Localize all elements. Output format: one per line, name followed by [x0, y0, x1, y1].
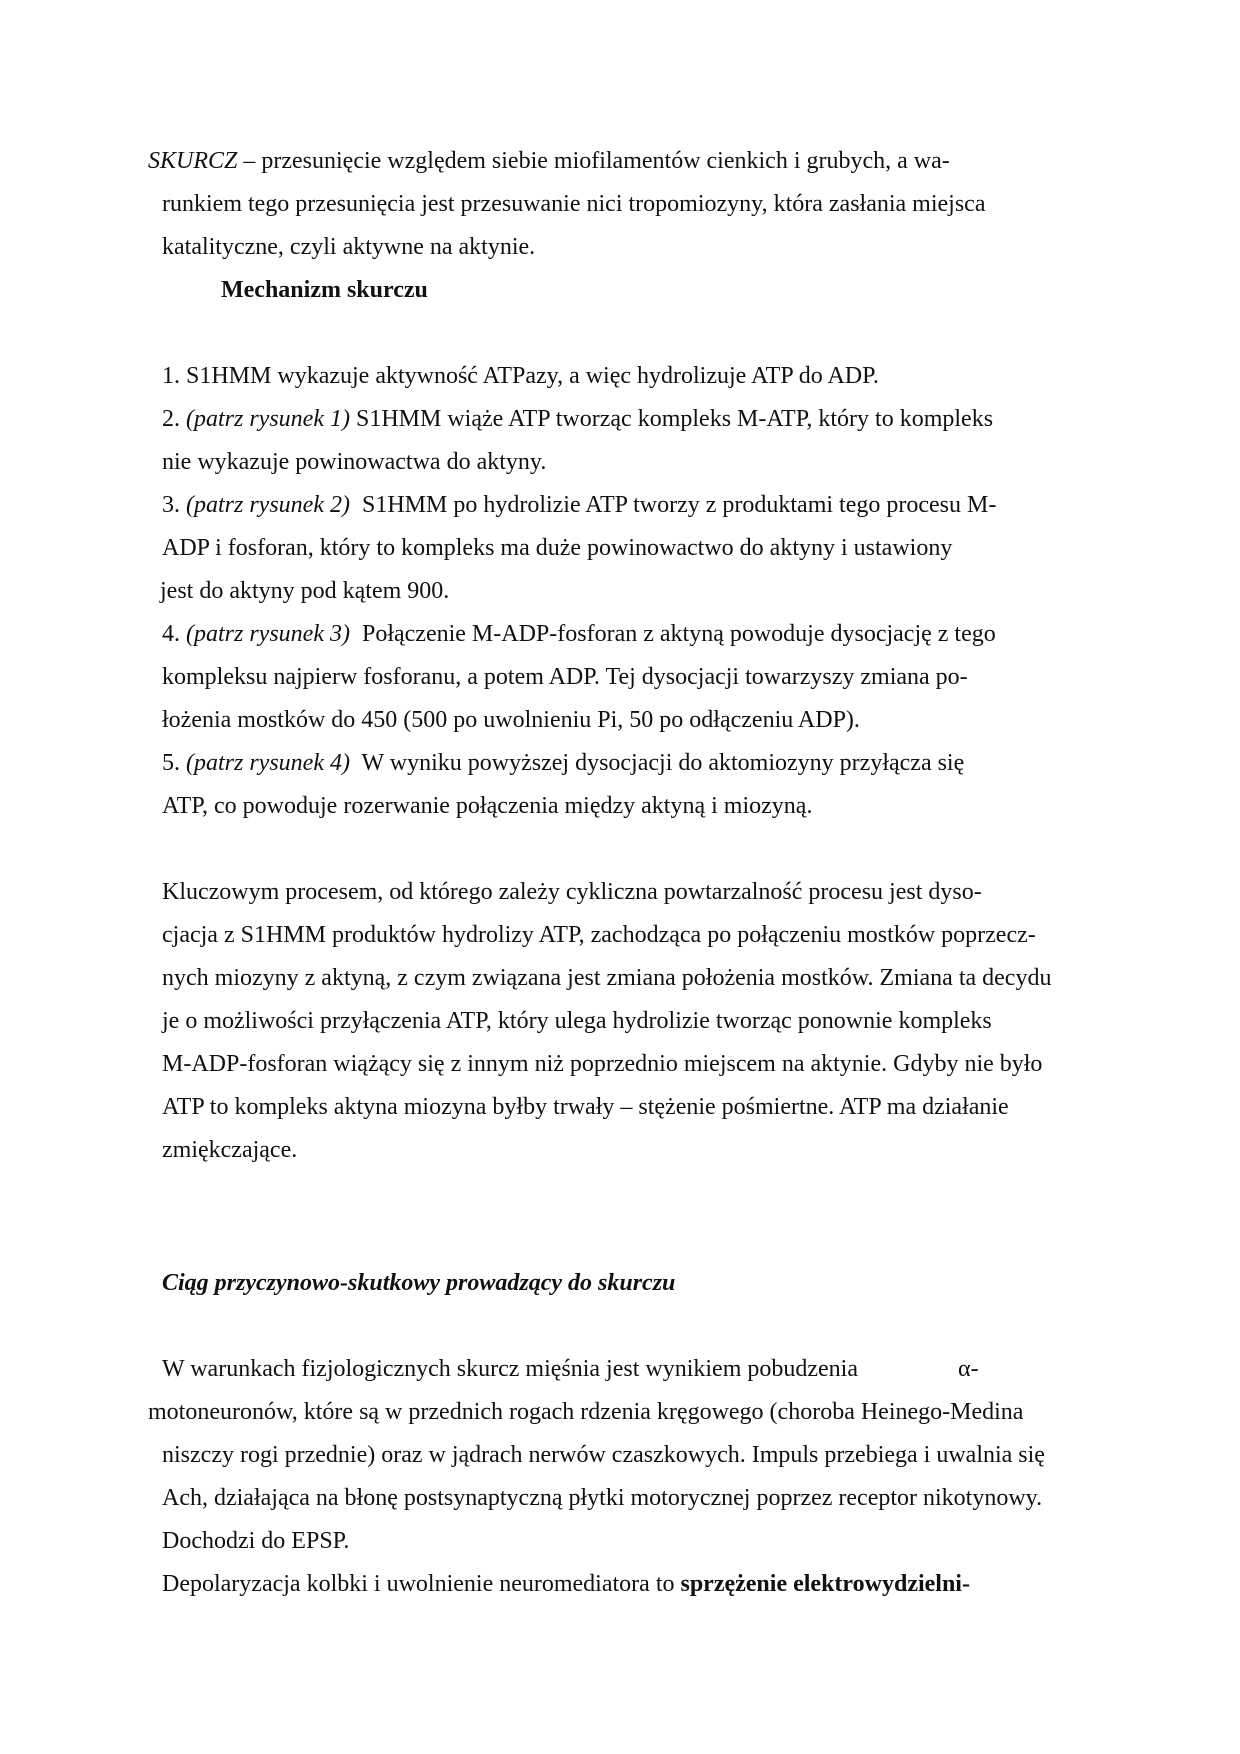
cause-effect-line-1: W warunkach fizjologicznych skurcz mięśnia jest wynikiem pobudzenia: [162, 1356, 858, 1382]
key-process-line-5: M-ADP-fosforan wiążący się z innym niż poprzednio miejscem na aktynie. Gdyby nie było: [162, 1051, 1043, 1077]
mechanism-item-3-cont-2: jest do aktyny pod kątem 900.: [160, 578, 450, 604]
intro-line-2: runkiem tego przesunięcia jest przesuwanie nici tropomiozyny, która zasłania miejsca: [162, 191, 986, 217]
key-process-line-6: ATP to kompleks aktyna miozyna byłby trwały – stężenie pośmiertne. ATP ma działanie: [162, 1094, 1009, 1120]
mechanism-item-4-cont-1: kompleksu najpierw fosforanu, a potem ADP. Tej dysocjacji towarzyszy zmiana po-: [162, 664, 968, 690]
mechanism-heading: Mechanizm skurczu: [221, 277, 428, 303]
mechanism-item-5: [162, 742, 964, 785]
cause-effect-line-3: niszczy rogi przednie) oraz w jądrach nerwów czaszkowych. Impuls przebiega i uwalnia się: [162, 1442, 1045, 1468]
item-text: W wyniku powyższej dysocjacji do aktomiozyny przyłącza się: [361, 750, 965, 776]
mechanism-item-4-cont-2: łożenia mostków do 450 (500 po uwolnieniu Pi, 50 po odłączeniu ADP).: [162, 707, 860, 733]
item-text: S1HMM wiąże ATP tworząc kompleks M-ATP, który to kompleks: [355, 406, 994, 432]
figure-reference: (patrz rysunek 2): [186, 492, 350, 518]
intro-dash: –: [237, 148, 262, 174]
item-number: 2.: [162, 406, 180, 432]
mechanism-item-1: [162, 355, 879, 398]
figure-reference: (patrz rysunek 3): [186, 621, 350, 647]
intro-line-1: [148, 140, 950, 183]
item-number: 5.: [162, 750, 180, 776]
key-process-line-2: cjacja z S1HMM produktów hydrolizy ATP, zachodząca po połączeniu mostków poprzecz-: [162, 922, 1036, 948]
mechanism-item-3-cont-1: ADP i fosforan, który to kompleks ma duże powinowactwo do aktyny i ustawiony: [162, 535, 953, 561]
item-number: 3.: [162, 492, 180, 518]
cause-effect-heading: Ciąg przyczynowo-skutkowy prowadzący do skurczu: [162, 1270, 676, 1296]
cause-effect-line-4: Ach, działająca na błonę postsynaptyczną płytki motorycznej poprzez receptor nikotynowy.: [162, 1485, 1043, 1511]
term-skurcz: SKURCZ: [148, 148, 238, 174]
mechanism-item-5-cont: ATP, co powoduje rozerwanie połączenia między aktyną i miozyną.: [162, 793, 813, 819]
cause-effect-line-2: motoneuronów, które są w przednich rogach rdzenia kręgowego (choroba Heinego-Medina: [148, 1399, 1024, 1425]
mechanism-item-3: [162, 484, 996, 527]
key-process-line-1: Kluczowym procesem, od którego zależy cykliczna powtarzalność procesu jest dyso-: [162, 879, 982, 905]
figure-reference: (patrz rysunek 1): [186, 406, 350, 432]
mechanism-item-2-cont: nie wykazuje powinowactwa do aktyny.: [162, 449, 547, 475]
key-process-line-4: je o możliwości przyłączenia ATP, który ulega hydrolizie tworząc ponownie kompleks: [162, 1008, 992, 1034]
mechanism-item-2: [162, 398, 993, 441]
item-text: Połączenie M-ADP-fosforan z aktyną powoduje dysocjację z tego: [361, 621, 996, 647]
intro-line-3: katalityczne, czyli aktywne na aktynie.: [162, 234, 536, 260]
item-number: 4.: [162, 621, 180, 647]
last-line-bold-term: sprzężenie elektrowydzielni-: [680, 1571, 970, 1597]
item-text: S1HMM po hydrolizie ATP tworzy z produktami tego procesu M-: [361, 492, 997, 518]
key-process-line-3: nych miozyny z aktyną, z czym związana jest zmiana położenia mostków. Zmiana ta decydu: [162, 965, 1052, 991]
intro-text-1: przesunięcie względem siebie miofilamentów cienkich i grubych, a wa-: [261, 148, 950, 174]
cause-effect-line-5: Dochodzi do EPSP.: [162, 1528, 350, 1554]
figure-reference: (patrz rysunek 4): [186, 750, 350, 776]
item-number: 1.: [162, 363, 180, 389]
alpha-prefix: α-: [958, 1356, 979, 1382]
key-process-line-7: zmiękczające.: [162, 1137, 298, 1163]
mechanism-item-4: [162, 613, 996, 656]
item-text: S1HMM wykazuje aktywność ATPazy, a więc hydrolizuje ATP do ADP.: [186, 363, 879, 389]
last-line-text: Depolaryzacja kolbki i uwolnienie neuromediatora to: [162, 1571, 681, 1597]
cause-effect-line-6: [162, 1563, 970, 1606]
